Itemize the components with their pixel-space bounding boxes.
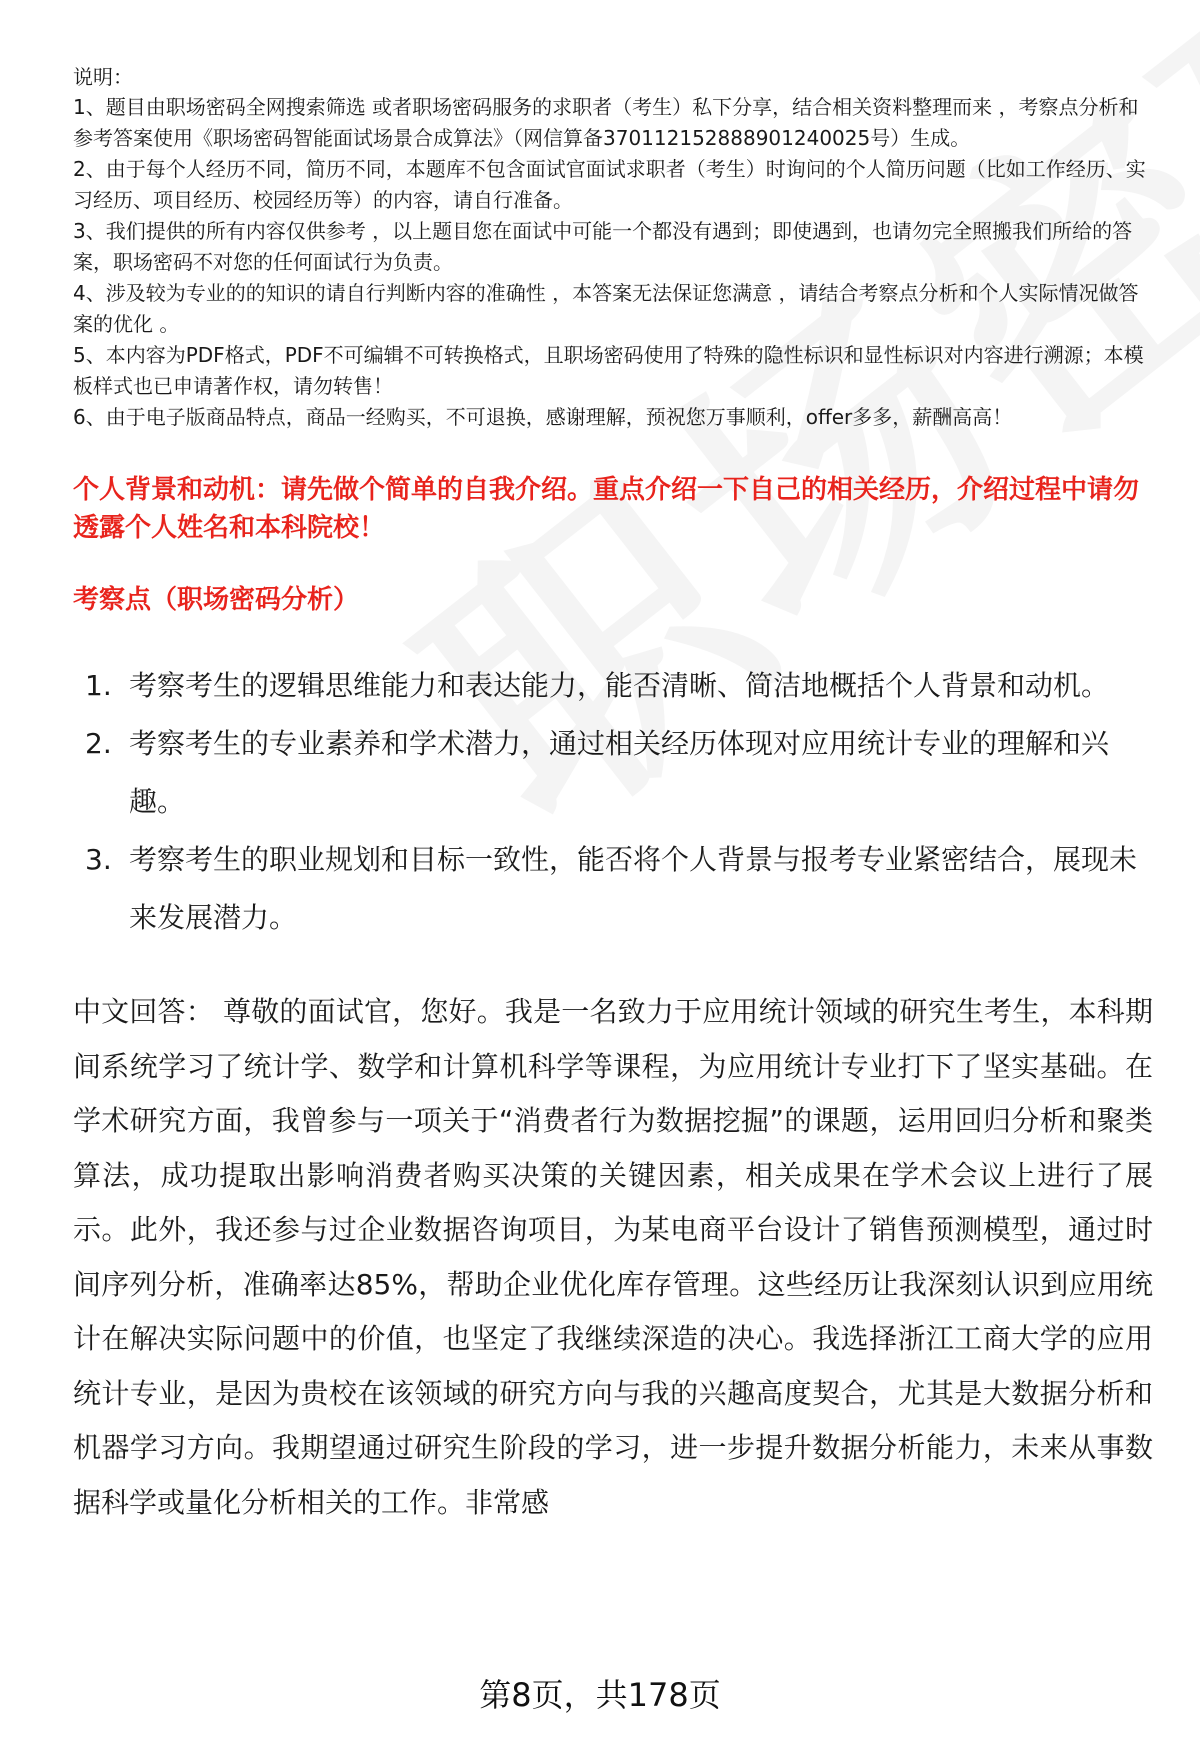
analysis-heading: 考察点（职场密码分析） xyxy=(73,585,360,615)
page-number-footer: 第8页，共178页 xyxy=(479,1676,721,1714)
question-heading: 个人背景和动机：请先做个简单的自我介绍。重点介绍一下自己的相关经历，介绍过程中请勿透露个人姓名和本科院校！ xyxy=(73,475,1140,543)
point-text: 考察考生的专业素养和学术潜力，通过相关经历体现对应用统计专业的理解和兴趣。 xyxy=(129,727,1110,818)
point-text: 考察考生的职业规划和目标一致性，能否将个人背景与报考专业紧密结合，展现未来发展潜力。 xyxy=(129,843,1138,934)
point-number: 1. xyxy=(85,669,112,702)
point-number: 3. xyxy=(85,843,112,876)
analysis-points-list xyxy=(73,657,1153,947)
analysis-point xyxy=(73,657,1153,715)
answer-paragraph: 中文回答： 尊敬的面试官，您好。我是一名致力于应用统计领域的研究生考生，本科期间系统学习了统计学、数学和计算机科学等课程，为应用统计专业打下了坚实基础。在学术研究方面，我曾参与一项关于“消费者行为数据挖掘”的课题，运用回归分析和聚类算法，成功提取出影响消费者购买决策的关键因素，相关成果在学术会议上进行了展示。此外，我还参与过企业数据咨询项目，为某电商平台设计了销售预测模型，通过时间序列分析，准确率达85%，帮助企业优化库存管理。这些经历让我深刻认识到应用统计在解决实际问题中的价值，也坚定了我继续深造的决心。我选择浙江工商大学的应用统计专业，是因为贵校在该领域的研究方向与我的兴趣高度契合，尤其是大数据分析和机器学习方向。我期望通过研究生阶段的学习，进一步提升数据分析能力，未来从事数据科学或量化分析相关的工作。非常感 xyxy=(73,995,1153,1519)
notice-item: 2、由于每个人经历不同，简历不同，本题库不包含面试官面试求职者（考生）时询问的个人简历问题（比如工作经历、实习经历、项目经历、校园经历等）的内容，请自行准备。 xyxy=(73,157,1146,212)
notice-heading: 说明： xyxy=(73,65,133,89)
point-number: 2. xyxy=(85,727,112,760)
notice-item: 5、本内容为PDF格式，PDF不可编辑不可转换格式，且职场密码使用了特殊的隐性标识和显性标识对内容进行溯源；本模板样式也已申请著作权，请勿转售！ xyxy=(73,343,1144,398)
page-content xyxy=(73,62,1153,1530)
notice-item: 1、题目由职场密码全网搜索筛选 或者职场密码服务的求职者（考生）私下分享，结合相关资料整理而来 ，考察点分析和参考答案使用《职场密码智能面试场景合成算法》（网信算备370112152888901240025号）生成。 xyxy=(73,95,1139,150)
analysis-point xyxy=(73,715,1153,831)
notice-item: 4、涉及较为专业的的知识的请自行判断内容的准确性 ，本答案无法保证您满意 ，请结合考察点分析和个人实际情况做答案的优化 。 xyxy=(73,281,1139,336)
point-text: 考察考生的逻辑思维能力和表达能力，能否清晰、简洁地概括个人背景和动机。 xyxy=(129,669,1110,702)
notice-item: 3、我们提供的所有内容仅供参考 ，以上题目您在面试中可能一个都没有遇到；即使遇到，也请勿完全照搬我们所给的答案，职场密码不对您的任何面试行为负责。 xyxy=(73,219,1133,274)
notice-section xyxy=(73,62,1153,433)
notice-item: 6、由于电子版商品特点，商品一经购买，不可退换，感谢理解，预祝您万事顺利，offer多多，薪酬高高！ xyxy=(73,405,1013,429)
analysis-point xyxy=(73,831,1153,947)
